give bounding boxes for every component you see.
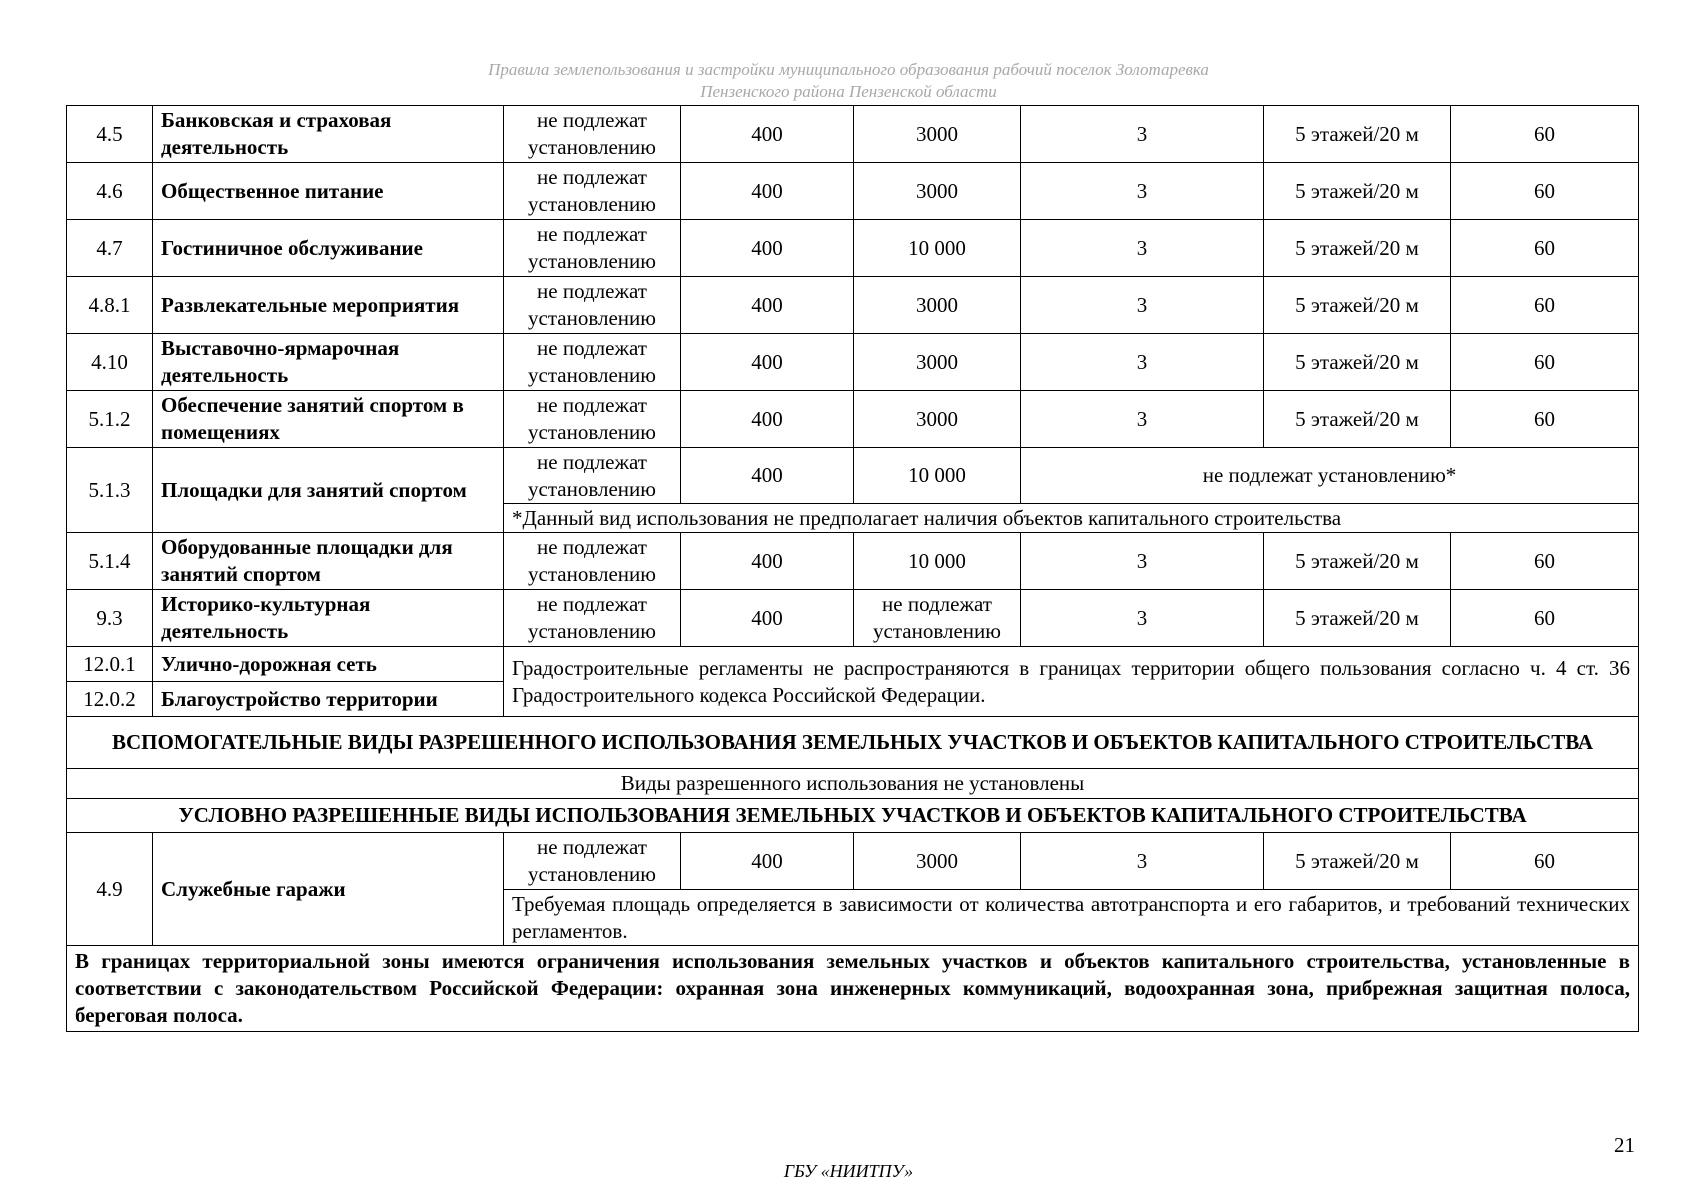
row-code: 5.1.4: [67, 533, 153, 590]
table-row: [67, 647, 1639, 682]
table-row: [67, 220, 1639, 277]
row-name: Историко-культурная деятельность: [153, 590, 504, 647]
cell-value: 400: [681, 220, 854, 277]
cell-value: 3: [1021, 163, 1264, 220]
row-code: 5.1.2: [67, 391, 153, 448]
cell-value: 60: [1451, 391, 1639, 448]
cell-value: не подлежат установлению: [504, 391, 681, 448]
cell-value: 5 этажей/20 м: [1264, 106, 1451, 163]
row-code: 4.7: [67, 220, 153, 277]
cell-value: 3000: [854, 277, 1021, 334]
row-code: 4.5: [67, 106, 153, 163]
row-code: 4.8.1: [67, 277, 153, 334]
cell-value: 3: [1021, 106, 1264, 163]
row-code: 12.0.2: [67, 682, 153, 717]
cell-value: 400: [681, 590, 854, 647]
row-name: Благоустройство территории: [153, 682, 504, 717]
restrictions-note: В границах территориальной зоны имеются ограничения использования земельных участков и объектов капитального строительства, установленные в соответствии с законодательством Российской Федерации: охранная зона инженерных коммуникаций, водоохранная зона, прибрежная защитная полоса, береговая полоса.: [67, 946, 1639, 1032]
row-code: 9.3: [67, 590, 153, 647]
cell-value: 5 этажей/20 м: [1264, 163, 1451, 220]
row-code: 4.9: [67, 833, 153, 946]
cell-value: 5 этажей/20 м: [1264, 277, 1451, 334]
table-row: [67, 448, 1639, 504]
page-footer: ГБУ «НИИТПУ»: [783, 1161, 914, 1181]
regulations-note: Градостроительные регламенты не распространяются в границах территории общего пользования согласно ч. 4 ст. 36 Градостроительного кодекса Российской Федерации.: [504, 647, 1639, 717]
cell-value: 3: [1021, 533, 1264, 590]
row-name: Оборудованные площадки для занятий спортом: [153, 533, 504, 590]
cell-value: не подлежат установлению: [504, 448, 681, 504]
table-row: [67, 163, 1639, 220]
conditional-uses-header: УСЛОВНО РАЗРЕШЕННЫЕ ВИДЫ ИСПОЛЬЗОВАНИЯ ЗЕМЕЛЬНЫХ УЧАСТКОВ И ОБЪЕКТОВ КАПИТАЛЬНОГО СТРОИТЕЛЬСТВА: [67, 799, 1639, 833]
cell-value: не подлежат установлению: [504, 277, 681, 334]
cell-value: 60: [1451, 277, 1639, 334]
cell-value: 400: [681, 391, 854, 448]
table-row: [67, 769, 1639, 799]
row-name: Улично-дорожная сеть: [153, 647, 504, 682]
cell-value: 3000: [854, 391, 1021, 448]
cell-value: не подлежат установлению: [504, 220, 681, 277]
cell-value: не подлежат установлению: [504, 334, 681, 391]
row-name: Гостиничное обслуживание: [153, 220, 504, 277]
cell-value: 5 этажей/20 м: [1264, 533, 1451, 590]
row-note: Требуемая площадь определяется в зависимости от количества автотранспорта и его габаритов, и требований технических регламентов.: [504, 890, 1639, 946]
cell-value: 5 этажей/20 м: [1264, 391, 1451, 448]
cell-value: не подлежат установлению: [504, 833, 681, 890]
page-number: 21: [1614, 1133, 1635, 1157]
cell-value: 60: [1451, 163, 1639, 220]
auxiliary-uses-header: ВСПОМОГАТЕЛЬНЫЕ ВИДЫ РАЗРЕШЕННОГО ИСПОЛЬЗОВАНИЯ ЗЕМЕЛЬНЫХ УЧАСТКОВ И ОБЪЕКТОВ КАПИТАЛЬНОГО СТРОИТЕЛЬСТВА: [67, 717, 1639, 769]
cell-value: 3: [1021, 833, 1264, 890]
zoning-regulations-table: [66, 105, 1639, 1032]
auxiliary-uses-text: Виды разрешенного использования не установлены: [67, 769, 1639, 799]
row-code: 4.10: [67, 334, 153, 391]
row-code: 4.6: [67, 163, 153, 220]
cell-value: 400: [681, 277, 854, 334]
cell-value: 60: [1451, 106, 1639, 163]
cell-value: не подлежат установлению: [504, 590, 681, 647]
cell-value: 3: [1021, 220, 1264, 277]
cell-value: 400: [681, 334, 854, 391]
running-header-line-1: Правила землепользования и застройки муниципального образования рабочий поселок Золотаревка: [488, 60, 1209, 79]
cell-value: 3: [1021, 590, 1264, 647]
row-code: 12.0.1: [67, 647, 153, 682]
cell-value: 10 000: [854, 448, 1021, 504]
cell-value: 400: [681, 106, 854, 163]
table-row: [67, 391, 1639, 448]
cell-value: 60: [1451, 533, 1639, 590]
cell-value: 5 этажей/20 м: [1264, 334, 1451, 391]
table-row: [67, 334, 1639, 391]
row-code: 5.1.3: [67, 448, 153, 533]
table-row: [67, 590, 1639, 647]
cell-value: 60: [1451, 220, 1639, 277]
cell-value: 10 000: [854, 220, 1021, 277]
row-name: Общественное питание: [153, 163, 504, 220]
section-header-row: [67, 717, 1639, 769]
cell-value: 400: [681, 833, 854, 890]
table-row: [67, 106, 1639, 163]
table-row: [67, 946, 1639, 1032]
cell-value: 5 этажей/20 м: [1264, 590, 1451, 647]
cell-value: 5 этажей/20 м: [1264, 833, 1451, 890]
cell-value: не подлежат установлению: [854, 590, 1021, 647]
cell-value: 400: [681, 448, 854, 504]
section-header-row: [67, 799, 1639, 833]
cell-value: 10 000: [854, 533, 1021, 590]
cell-value: не подлежат установлению: [504, 106, 681, 163]
row-note: *Данный вид использования не предполагает наличия объектов капитального строительства: [504, 504, 1639, 533]
cell-value: 3: [1021, 334, 1264, 391]
row-name: Развлекательные мероприятия: [153, 277, 504, 334]
cell-value: 60: [1451, 590, 1639, 647]
row-name: Выставочно-ярмарочная деятельность: [153, 334, 504, 391]
cell-value: 400: [681, 163, 854, 220]
cell-value: 60: [1451, 334, 1639, 391]
cell-value: 3: [1021, 391, 1264, 448]
row-name: Банковская и страховая деятельность: [153, 106, 504, 163]
row-name: Обеспечение занятий спортом в помещениях: [153, 391, 504, 448]
cell-value: 3000: [854, 106, 1021, 163]
table-row: [67, 277, 1639, 334]
table-row: [67, 533, 1639, 590]
cell-value: 3000: [854, 163, 1021, 220]
cell-value: 400: [681, 533, 854, 590]
cell-merged-value: не подлежат установлению*: [1021, 448, 1639, 504]
running-header-line-2: Пензенского района Пензенской области: [700, 82, 997, 101]
cell-value: 3: [1021, 277, 1264, 334]
cell-value: не подлежат установлению: [504, 533, 681, 590]
cell-value: 3000: [854, 334, 1021, 391]
table-row: [67, 833, 1639, 890]
cell-value: 60: [1451, 833, 1639, 890]
row-name: Служебные гаражи: [153, 833, 504, 946]
row-name: Площадки для занятий спортом: [153, 448, 504, 533]
cell-value: 3000: [854, 833, 1021, 890]
cell-value: не подлежат установлению: [504, 163, 681, 220]
cell-value: 5 этажей/20 м: [1264, 220, 1451, 277]
